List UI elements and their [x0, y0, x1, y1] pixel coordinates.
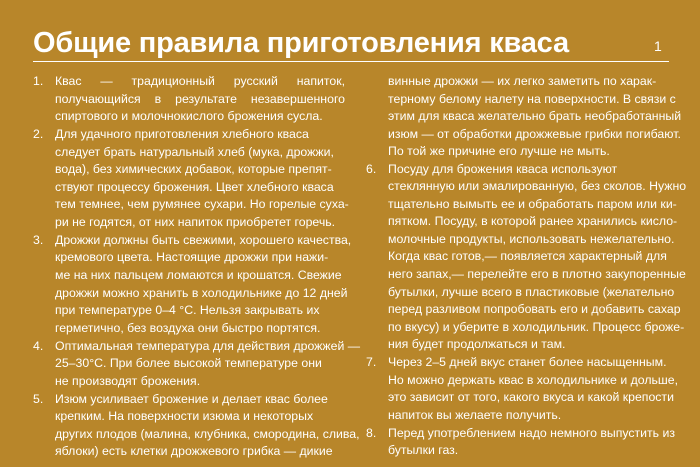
rule-line: Для удачного приготовления хлебного кваса: [55, 127, 309, 142]
rule-number: 2.: [33, 127, 44, 142]
rule-line: Оптимальная температура для действия дрожжей —: [55, 338, 361, 353]
left-column: [33, 73, 361, 462]
rule-item-2: [33, 126, 349, 231]
page-number: 1: [654, 38, 662, 54]
rule-line: Квас — традиционный русский напиток,: [55, 74, 345, 88]
rule-line: тем темнее, чем румянее сухари. Но горелые суха-: [55, 197, 349, 212]
right-column: [358, 73, 687, 461]
rule-line: не производят брожения.: [55, 373, 201, 388]
rule-line: Посуду для брожения кваса используют: [388, 161, 618, 176]
page-title: Общие правила приготовления кваса: [33, 27, 569, 59]
rule-line: Дрожжи должны быть свежими, хорошего качества,: [55, 232, 352, 247]
rule-line: Перед употреблением надо немного выпустить из: [388, 425, 675, 440]
rule-line: следует брать натуральный хлеб (мука, дрожжи,: [55, 144, 334, 159]
rule-line: бутылки, лучше всего в пластиковые (желательно: [388, 284, 675, 299]
rule-line: вода), без химических добавок, которые препят-: [55, 162, 332, 177]
rule-line: это зависит от того, какого вкуса и какой крепости: [388, 390, 674, 405]
rule-line: дрожжи можно хранить в холодильнике до 12 дней: [55, 285, 348, 300]
rule-item-7: [366, 354, 679, 424]
rules-list-left: [33, 73, 361, 461]
rule-line: 25–30°С. При более высокой температуре они: [55, 356, 322, 371]
rule-line: молочные продукты, использовать нежелательно.: [388, 231, 675, 246]
rule-line: стеклянную или эмалированную, без сколов. Нужно: [388, 179, 687, 194]
rule-line: винные дрожжи — их легко заметить по харак-: [388, 74, 657, 88]
rule-line: крепким. На поверхности изюма и некоторых: [55, 409, 314, 424]
rule-line: Изюм усиливает брожение и делает квас более: [55, 391, 328, 406]
rule-line: Когда квас готов,— появляется характерный для: [388, 249, 667, 264]
rule-item-4: [33, 338, 361, 391]
rule-line: пятком. Посуду, в которой ранее хранились кисло-: [388, 214, 678, 229]
rule-item-8: [366, 425, 675, 460]
rule-line: ствуют процессу брожения. Цвет хлебного кваса: [55, 179, 334, 194]
rule-item-6: [366, 161, 687, 354]
rule-number: 7.: [366, 355, 377, 370]
rule-line: кремового цвета. Настоящие дрожжи при нажи-: [55, 250, 329, 265]
rule-line: перед разливом попробовать его и добавить сахар: [388, 302, 681, 317]
rule-line: ния будет продолжаться и там.: [388, 337, 566, 352]
rule-number: 4.: [33, 338, 44, 353]
rule-line: него запах,— перелейте его в плотно закупоренные: [388, 267, 686, 282]
rule-line: тщательно вымыть ее и обработать паром или ки-: [388, 196, 677, 211]
rule-line: напиток вы желаете получить.: [388, 407, 562, 422]
rules-list-right: [366, 161, 687, 460]
rule-number: 5.: [33, 391, 44, 406]
rule-line: спиртового и молочнокислого брожения сусла.: [55, 109, 323, 124]
title-underline: [33, 61, 669, 62]
rule-line: других плодов (малина, клубника, смородина, слива,: [55, 426, 360, 441]
rule-item-5: [33, 391, 360, 461]
rule-item-1: [33, 73, 345, 126]
rule-number: 8.: [366, 425, 377, 440]
rule-line: Через 2–5 дней вкус станет более насыщенным.: [388, 355, 667, 370]
rule-item-3: [33, 232, 352, 337]
rule-line: при температуре 0–4 °С. Нельзя закрывать их: [55, 303, 320, 318]
rule-line: ри не годятся, от них напиток приобретет горечь.: [55, 214, 336, 229]
rule-line: Но можно держать квас в холодильнике и дольше,: [388, 372, 679, 387]
rule-5-continuation: [358, 73, 682, 161]
rule-number: 3.: [33, 232, 44, 247]
rule-line: бутылки газ.: [388, 443, 459, 458]
rule-line: По той же причине его лучше не мыть.: [388, 144, 610, 159]
rule-line: изюм — от обработки дрожжевые грибки погибают.: [388, 126, 681, 141]
rule-line: ме на них пальцем ломаются и крошатся. Свежие: [55, 268, 342, 283]
rule-number: 1.: [33, 74, 44, 88]
rule-line: терному белому налету на поверхности. В связи с: [388, 91, 676, 106]
rule-line: яблоки) есть клетки дрожжевого грибка — дикие: [55, 444, 333, 459]
rule-line: получающийся в результате незавершенного: [55, 91, 345, 106]
rule-line: герметично, без воздуха они быстро портятся.: [55, 320, 321, 335]
rule-line: по вкусу) и уберите в холодильник. Процесс броже-: [388, 319, 685, 334]
rule-line: этим для кваса желательно брать необработанный: [388, 109, 682, 124]
rule-number: 6.: [366, 161, 377, 176]
